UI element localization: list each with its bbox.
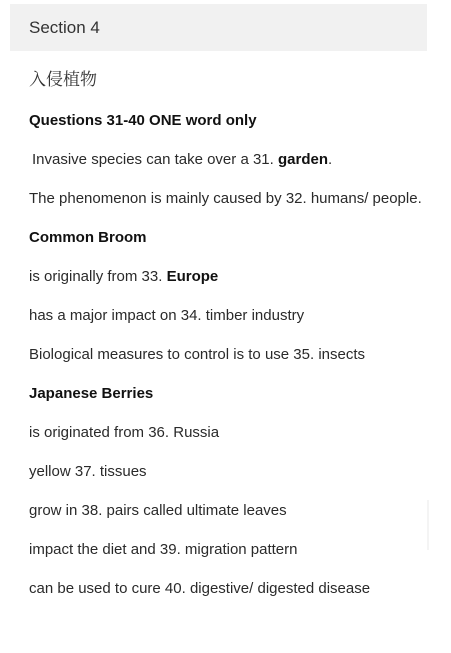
questions-heading: Questions 31-40 ONE word only [29,112,257,129]
question-32: The phenomenon is mainly caused by 32. humans/ people. [29,190,422,207]
document-body [29,68,429,615]
edge-shadow [427,500,429,550]
question-33-answer: Europe [166,268,219,285]
question-38: grow in 38. pairs called ultimate leaves [29,502,287,519]
question-31-answer: garden [277,151,328,168]
question-36: is originated from 36. Russia [29,424,220,441]
question-31-text: Invasive species can take over a 31. [32,151,278,168]
question-37: yellow 37. tissues [29,463,147,480]
document-title: 入侵植物 [29,70,97,90]
question-31 [29,147,429,172]
question-40: can be used to cure 40. digestive/ digested disease [29,580,371,597]
question-35: Biological measures to control is to use 35. insects [29,346,365,363]
section-title: Section 4 [29,17,100,37]
question-39: impact the diet and 39. migration pattern [29,541,298,558]
section-header [10,4,427,51]
common-broom-heading: Common Broom [29,229,147,246]
japanese-berries-heading: Japanese Berries [29,385,154,402]
question-31-suffix: . [328,151,333,168]
question-33 [29,264,429,289]
question-34: has a major impact on 34. timber industry [29,307,305,324]
question-33-text: is originally from 33. [29,268,167,285]
